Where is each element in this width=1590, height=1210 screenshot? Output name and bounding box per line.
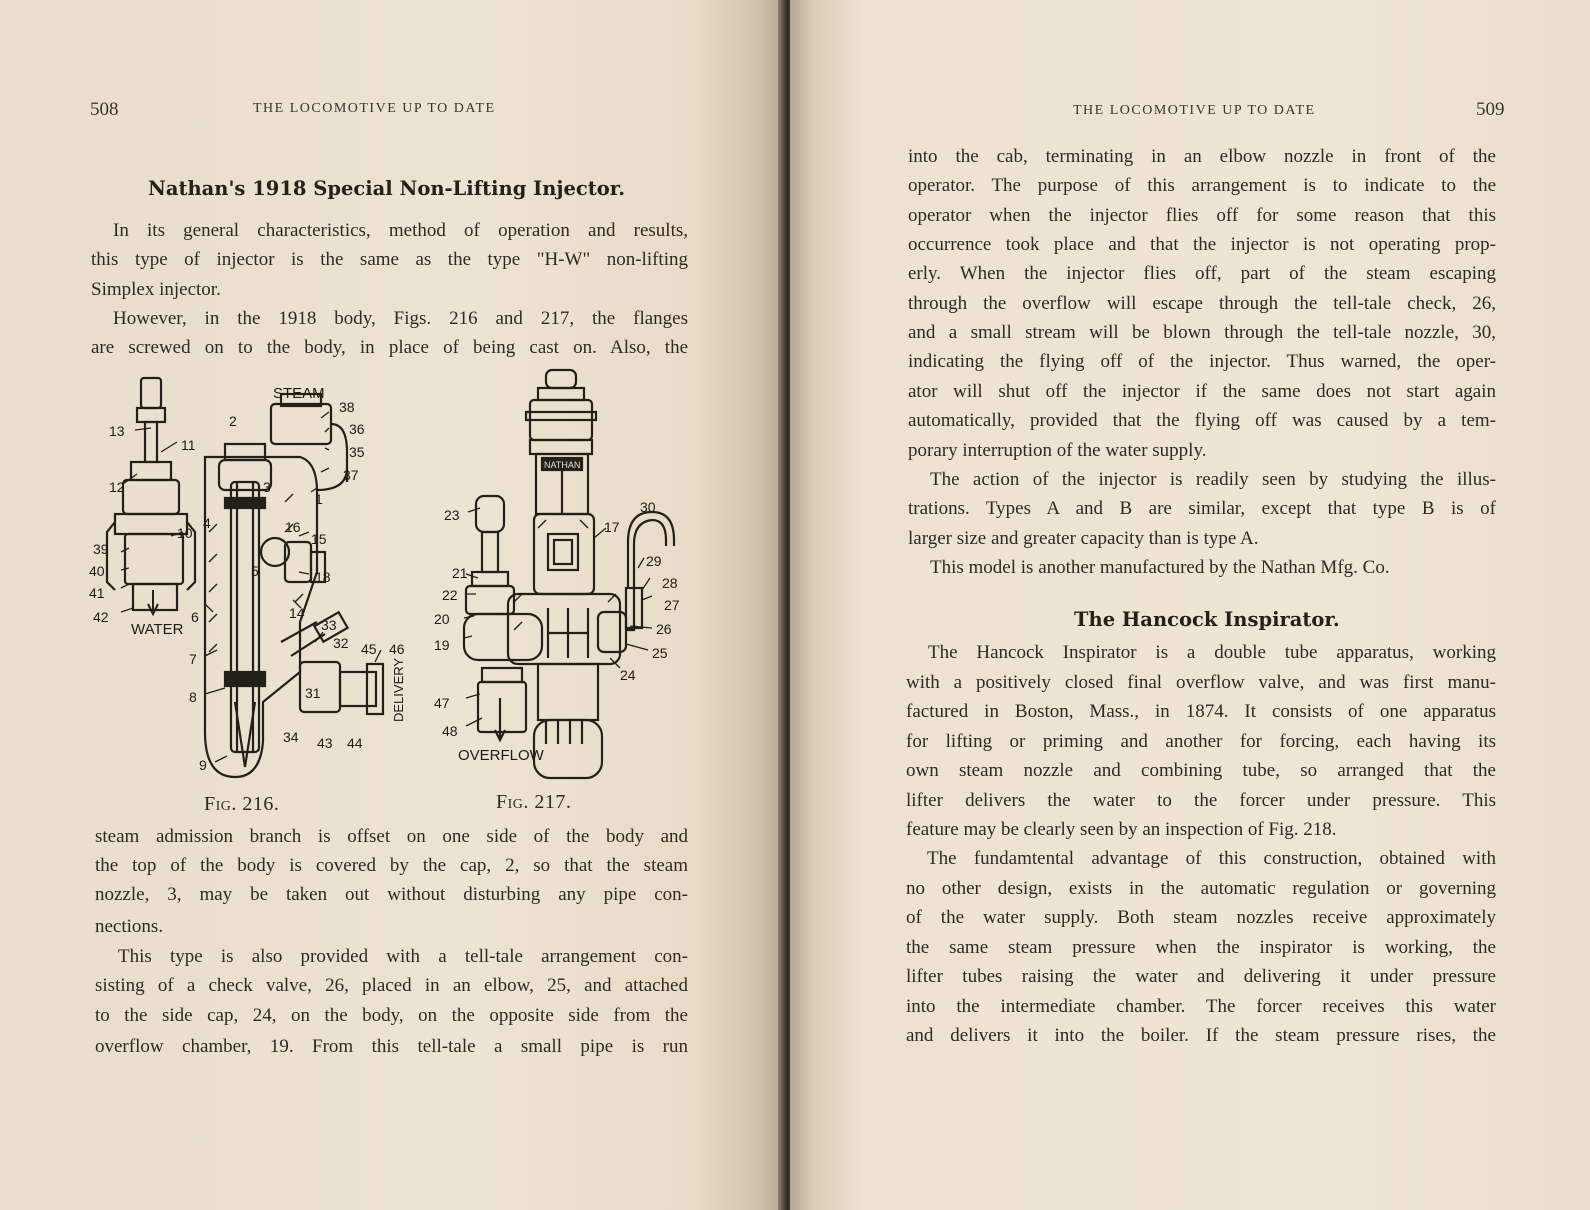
text-line: feature may be clearly seen by an inspection of Fig. 218. [906, 819, 1337, 840]
part-number: 14 [289, 605, 305, 621]
part-number: 36 [349, 421, 365, 437]
part-number: 35 [349, 444, 365, 460]
part-number: 8 [189, 689, 197, 705]
text-line: Simplex injector. [91, 279, 221, 300]
text-line: indicating the flying off of the injector. Thus warned, the oper- [908, 351, 1496, 372]
part-number: 31 [305, 685, 321, 701]
part-number: 28 [662, 575, 678, 591]
part-number: 5 [251, 563, 259, 579]
text-line: automatically, provided that the flying off was caused by a tem- [908, 410, 1496, 431]
part-number: 40 [89, 563, 105, 579]
part-number: 48 [442, 723, 458, 739]
part-number: 43 [317, 735, 333, 751]
part-number: 33 [321, 617, 337, 633]
text-line: own steam nozzle and combining tube, so arranged that the [906, 760, 1496, 781]
part-number: 18 [315, 569, 331, 585]
text-line: to the side cap, 24, on the body, on the opposite side from the [95, 1005, 688, 1026]
text-line: operator when the injector flies off for some reason that this [908, 205, 1496, 226]
text-line: sisting of a check valve, 26, placed in an elbow, 25, and attached [95, 975, 688, 996]
part-number: 46 [389, 641, 405, 657]
part-number: 41 [89, 585, 105, 601]
text-line: no other design, exists in the automatic regulation or governing [906, 878, 1496, 899]
text-line: into the cab, terminating in an elbow nozzle in front of the [908, 146, 1496, 167]
text-line: erly. When the injector flies off, part of the steam escaping [908, 263, 1496, 284]
part-number: 30 [640, 499, 656, 515]
part-number: 32 [333, 635, 349, 651]
part-number: 26 [656, 621, 672, 637]
text-line: and delivers it into the boiler. If the steam pressure rises, the [906, 1025, 1496, 1046]
text-line: into the intermediate chamber. The forcer receives this water [906, 996, 1496, 1017]
part-number: 21 [452, 565, 468, 581]
text-line: The Hancock Inspirator is a double tube apparatus, working [928, 642, 1496, 663]
text-line: with a positively closed final overflow valve, and was first manu- [906, 672, 1496, 693]
part-number: 45 [361, 641, 377, 657]
part-number: 16 [285, 519, 301, 535]
figure-217-caption: Fig. 217. [496, 791, 572, 813]
nameplate-label: NATHAN [544, 460, 581, 470]
part-number: 4 [203, 515, 211, 531]
text-line: overflow chamber, 19. From this tell-tale a small pipe is run [95, 1036, 688, 1057]
text-line: occurrence took place and that the injector is not operating prop- [908, 234, 1496, 255]
left-page-number: 508 [90, 99, 119, 120]
text-line: ator will shut off the injector if the same does not start again [908, 381, 1496, 402]
delivery-label: DELIVERY [391, 657, 406, 722]
text-line: trations. Types A and B are similar, except that type B is of [908, 498, 1496, 519]
right-page-number: 509 [1476, 99, 1505, 120]
text-line: nozzle, 3, may be taken out without disturbing any pipe con- [95, 884, 688, 905]
part-number: 10 [177, 525, 193, 541]
text-line: This model is another manufactured by the Nathan Mfg. Co. [930, 557, 1390, 578]
text-line: larger size and greater capacity than is type A. [908, 528, 1259, 549]
water-label: WATER [131, 621, 184, 638]
text-line: the same steam pressure when the inspirator is working, the [906, 937, 1496, 958]
left-section-heading: Nathan's 1918 Special Non-Lifting Injector. [148, 177, 626, 200]
figure-216 [85, 372, 425, 792]
part-number: 3 [263, 479, 271, 495]
part-number: 24 [620, 667, 636, 683]
part-number: 6 [191, 609, 199, 625]
part-number: 12 [109, 479, 125, 495]
text-line: operator. The purpose of this arrangement is to indicate to the [908, 175, 1496, 196]
part-number: 19 [434, 637, 450, 653]
text-line: However, in the 1918 body, Figs. 216 and 217, the flanges [113, 308, 688, 329]
figure-216-caption: Fig. 216. [204, 793, 280, 815]
figure-217 [434, 368, 688, 788]
text-line: through the overflow will escape through the tell-tale check, 26, [908, 293, 1496, 314]
text-line: for lifting or priming and another for forcing, each having its [906, 731, 1496, 752]
text-line: lifter tubes raising the water and delivering it under pressure [906, 966, 1496, 987]
part-number: 23 [444, 507, 460, 523]
part-number: 13 [109, 423, 125, 439]
part-number: 34 [283, 729, 299, 745]
part-number: 29 [646, 553, 662, 569]
text-line: are screwed on to the body, in place of being cast on. Also, the [91, 337, 688, 358]
text-line: factured in Boston, Mass., in 1874. It consists of one apparatus [906, 701, 1496, 722]
part-number: 39 [93, 541, 109, 557]
text-line: this type of injector is the same as the type "H-W" non-lifting [91, 249, 688, 270]
part-number: 1 [315, 491, 323, 507]
text-line: This type is also provided with a tell-tale arrangement con- [118, 946, 688, 967]
right-running-head: THE LOCOMOTIVE UP TO DATE [1073, 103, 1316, 118]
part-number: 7 [189, 651, 197, 667]
left-page [0, 0, 790, 1210]
part-number: 38 [339, 399, 355, 415]
part-number: 37 [343, 467, 359, 483]
text-line: nections. [95, 916, 164, 937]
overflow-label: OVERFLOW [458, 747, 544, 764]
text-line: the top of the body is covered by the cap, 2, so that the steam [95, 855, 688, 876]
part-number: 44 [347, 735, 363, 751]
text-line: The fundamtental advantage of this construction, obtained with [927, 848, 1496, 869]
part-number: 15 [311, 531, 327, 547]
part-number: 27 [664, 597, 680, 613]
text-line: lifter delivers the water to the forcer under pressure. This [906, 790, 1496, 811]
part-number: 20 [434, 611, 450, 627]
text-line: of the water supply. Both steam nozzles receive approximately [906, 907, 1496, 928]
part-number: 9 [199, 757, 207, 773]
left-running-head: THE LOCOMOTIVE UP TO DATE [253, 101, 496, 116]
text-line: steam admission branch is offset on one side of the body and [95, 826, 688, 847]
right-section-heading: The Hancock Inspirator. [1074, 608, 1340, 631]
text-line: porary interruption of the water supply. [908, 440, 1207, 461]
text-line: In its general characteristics, method of operation and results, [113, 220, 688, 241]
steam-label: STEAM [273, 385, 325, 402]
part-number: 25 [652, 645, 668, 661]
part-number: 47 [434, 695, 450, 711]
part-number: 11 [181, 437, 196, 453]
part-number: 22 [442, 587, 458, 603]
text-line: The action of the injector is readily seen by studying the illus- [930, 469, 1496, 490]
right-page [790, 0, 1590, 1210]
part-number: 2 [229, 413, 237, 429]
part-number: 17 [604, 519, 620, 535]
part-number: 42 [93, 609, 109, 625]
text-line: and a small stream will be blown through the tell-tale nozzle, 30, [908, 322, 1496, 343]
